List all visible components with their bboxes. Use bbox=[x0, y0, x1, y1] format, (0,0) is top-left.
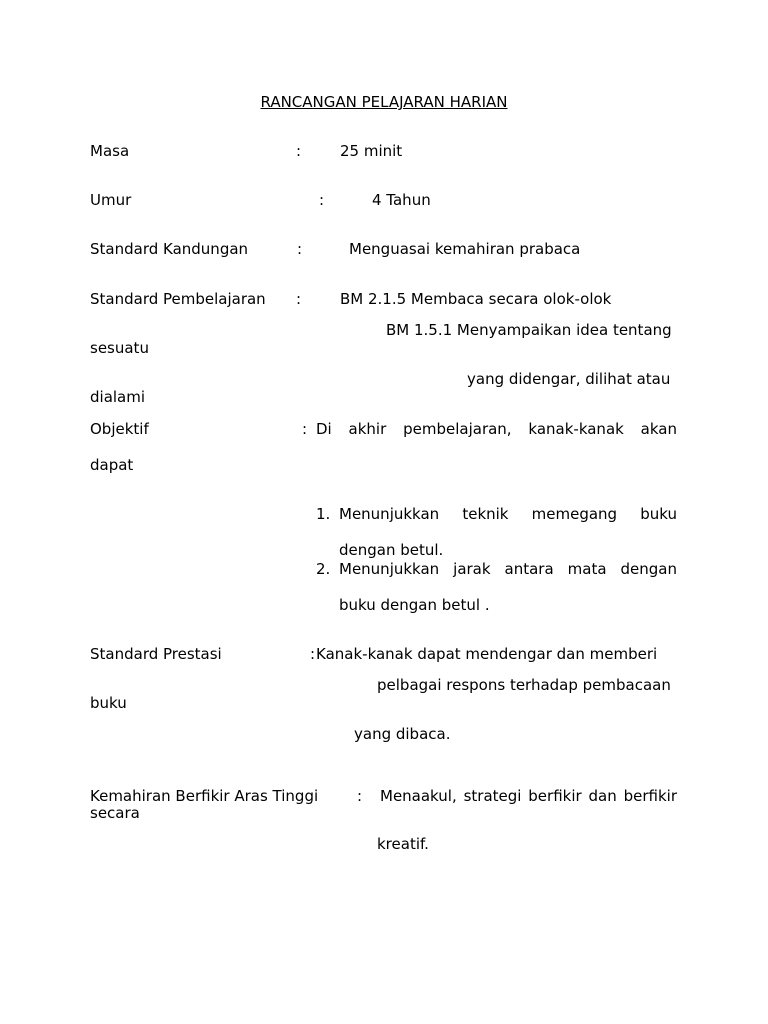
objektif-word: kanak-kanak bbox=[528, 420, 624, 438]
objektif-line2: dapat bbox=[90, 456, 134, 474]
objektif-item-word: jarak bbox=[453, 560, 491, 578]
objektif-item-word: antara bbox=[504, 560, 554, 578]
kbat-word: berfikir bbox=[528, 787, 582, 805]
umur-value: 4 Tahun bbox=[372, 191, 431, 209]
standard-prestasi-colon: : bbox=[310, 645, 316, 663]
standard-prestasi-line1: Kanak-kanak dapat mendengar dan memberi bbox=[316, 645, 658, 663]
kbat-colon: : bbox=[357, 787, 363, 805]
objektif-item-2-cont: buku dengan betul . bbox=[339, 596, 490, 614]
standard-pembelajaran-colon: : bbox=[296, 290, 302, 308]
standard-kandungan-label: Standard Kandungan bbox=[90, 240, 249, 258]
objektif-word: Di bbox=[316, 420, 332, 438]
umur-colon: : bbox=[319, 191, 325, 209]
objektif-item-word: memegang bbox=[531, 505, 618, 523]
kbat-word: strategi bbox=[463, 787, 522, 805]
objektif-item-1-cont: dengan betul. bbox=[339, 541, 444, 559]
objektif-colon: : bbox=[302, 420, 308, 438]
objektif-item-number: 1. bbox=[316, 505, 331, 523]
objektif-item-2-line bbox=[339, 560, 677, 578]
kbat-word: Menaakul, bbox=[380, 787, 457, 805]
standard-prestasi-line2: pelbagai respons terhadap pembacaan bbox=[377, 676, 671, 694]
objektif-item-number: 2. bbox=[316, 560, 331, 578]
objektif-line1 bbox=[316, 420, 677, 438]
objektif-label: Objektif bbox=[90, 420, 149, 438]
kbat-word: dan bbox=[588, 787, 617, 805]
objektif-word: akhir bbox=[348, 420, 387, 438]
standard-kandungan-colon: : bbox=[297, 240, 303, 258]
kbat-line1 bbox=[380, 787, 677, 805]
objektif-item-word: mata bbox=[567, 560, 607, 578]
kbat-word: berfikir bbox=[623, 787, 677, 805]
kbat-line2: secara bbox=[90, 804, 140, 822]
masa-label: Masa bbox=[90, 142, 130, 160]
objektif-item-word: buku bbox=[640, 505, 677, 523]
standard-prestasi-line3: yang dibaca. bbox=[354, 725, 451, 743]
standard-pembelajaran-line3: yang didengar, dilihat atau bbox=[467, 370, 671, 388]
standard-pembelajaran-line3-wrap: dialami bbox=[90, 388, 146, 406]
document-title: RANCANGAN PELAJARAN HARIAN bbox=[260, 93, 508, 111]
masa-colon: : bbox=[296, 142, 302, 160]
standard-pembelajaran-line2-wrap: sesuatu bbox=[90, 339, 149, 357]
standard-pembelajaran-label: Standard Pembelajaran bbox=[90, 290, 266, 308]
standard-pembelajaran-line2: BM 1.5.1 Menyampaikan idea tentang bbox=[386, 321, 672, 339]
objektif-item-1-line bbox=[339, 505, 677, 523]
objektif-item-word: teknik bbox=[462, 505, 509, 523]
masa-value: 25 minit bbox=[340, 142, 403, 160]
standard-prestasi-line2-wrap: buku bbox=[90, 694, 127, 712]
objektif-item-word: Menunjukkan bbox=[339, 560, 440, 578]
objektif-word: akan bbox=[640, 420, 677, 438]
objektif-item-word: Menunjukkan bbox=[339, 505, 440, 523]
kbat-label: Kemahiran Berfikir Aras Tinggi bbox=[90, 787, 319, 805]
objektif-word: pembelajaran, bbox=[403, 420, 512, 438]
umur-label: Umur bbox=[90, 191, 132, 209]
standard-prestasi-label: Standard Prestasi bbox=[90, 645, 222, 663]
standard-pembelajaran-line1: BM 2.1.5 Membaca secara olok-olok bbox=[340, 290, 612, 308]
kbat-line3: kreatif. bbox=[377, 835, 429, 853]
objektif-item-word: dengan bbox=[620, 560, 677, 578]
standard-kandungan-value: Menguasai kemahiran prabaca bbox=[349, 240, 581, 258]
